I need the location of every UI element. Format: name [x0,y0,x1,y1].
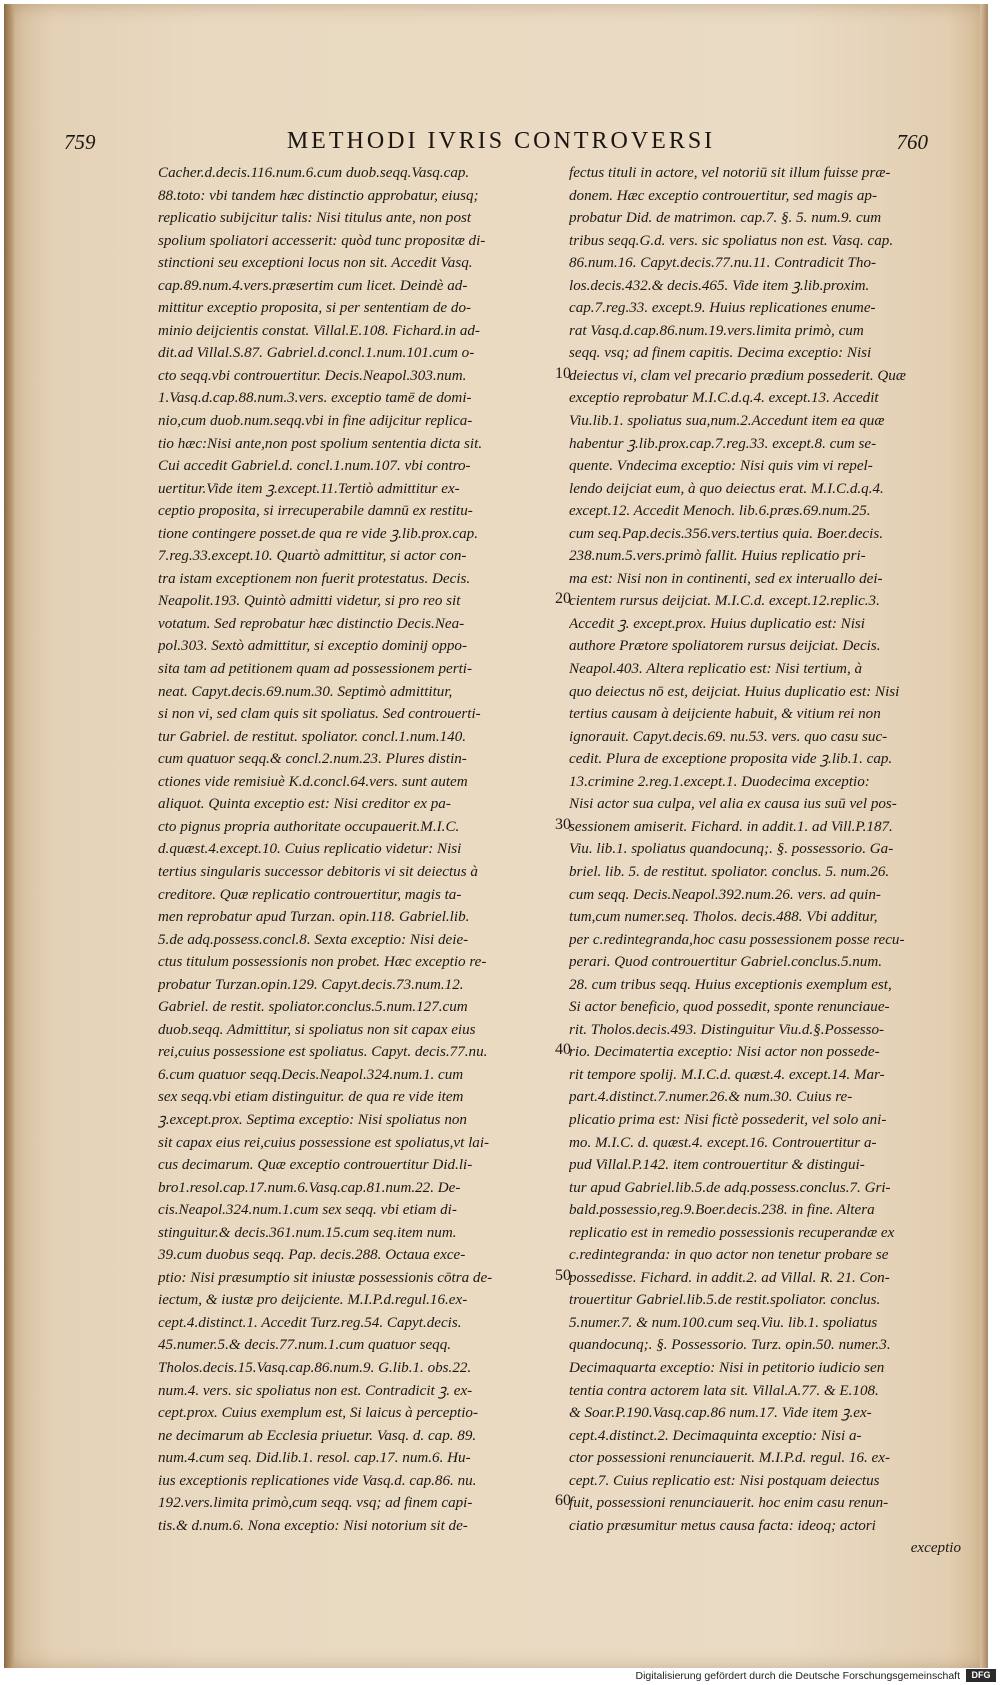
right-column-line: donem. Hæc exceptio controuertitur, sed magis ap- [569,187,877,204]
right-column-line: tribus seqq.G.d. vers. sic spoliatus non est. Vasq. cap. [569,232,894,249]
right-column-line: cedit. Plura de exceptione proposita vide ꝫ.lib.1. cap. [569,751,893,768]
right-column-line: ma est: Nisi non in continenti, sed ex interuallo dei- [569,570,883,587]
line-number: 50 [555,1266,571,1284]
left-column-line: ꝫ.except.prox. Septima exceptio: Nisi spoliatus non [158,1111,467,1128]
left-column-line: ceptio proposita, si irrecuperabile damnū ex restitu- [158,503,473,520]
right-column-line: Si actor beneficio, quod possedit, sponte renunciaue- [569,999,890,1016]
right-column-line: cept.7. Cuius replicatio est: Nisi postquam deiectus [569,1472,880,1489]
left-column-line: iectum, & iustæ pro deijciente. M.I.P.d.regul.16.ex- [158,1292,468,1309]
page-number-right: 760 [896,130,928,154]
left-column-line: pol.303. Sextò admittitur, si exceptio dominij oppo- [158,638,467,655]
left-column-line: duob.seqq. Admittitur, si spoliatus non sit capax eius [158,1021,476,1038]
left-column-line: 39.cum duobus seqq. Pap. decis.288. Octaua exce- [158,1247,466,1264]
left-column-line: ctiones vide remisiuè K.d.concl.64.vers. sunt autem [158,773,468,790]
right-column-line: 28. cum tribus seqq. Huius exceptionis exemplum est, [569,976,892,993]
line-number: 30 [555,815,571,833]
left-column-line: Tholos.decis.15.Vasq.cap.86.num.9. G.lib.1. obs.22. [158,1359,472,1376]
right-column-line: exceptio [910,1540,961,1557]
right-column-line: except.12. Accedit Menoch. lib.6.præs.69.num.25. [569,503,871,520]
right-column-line: pud Villal.P.142. item controuertitur & distingui- [569,1157,865,1174]
right-column-line: Viu.lib.1. spoliatus sua,num.2.Accedunt item ea quæ [569,413,885,430]
left-column-line: cto seqq.vbi controuertitur. Decis.Neapol.303.num. [158,367,467,384]
right-column-line: per c.redintegranda,hoc casu possessionem posse recu- [569,931,905,948]
left-column-line: cept.prox. Cuius exemplum est, Si laicus à perceptio- [158,1405,478,1422]
left-column-line: dit.ad Villal.S.87. Gabriel.d.concl.1.num.101.cum o- [158,345,475,362]
left-column-line: 1.Vasq.d.cap.88.num.3.vers. exceptio tamē de domi- [158,390,472,407]
line-number: 40 [555,1041,571,1059]
left-column-line: cap.89.num.4.vers.præsertim cum licet. Deindè ad- [158,277,468,294]
right-column-line: deiectus vi, clam vel precario prædium possederit. Quæ [569,367,906,384]
right-column-line: bald.possessio,reg.9.Boer.decis.238. in fine. Altera [569,1202,875,1219]
left-column-line: nio,cum duob.num.seqq.vbi in fine adijcitur replica- [158,413,473,430]
right-column-line: briel. lib. 5. de restitut. spoliator. conclus. 5. num.26. [569,863,890,880]
book-page [4,4,988,1669]
left-column-line: men reprobatur apud Turzan. opin.118. Gabriel.lib. [158,909,470,926]
left-column-line: ctus titulum possessionis non probet. Hæc exceptio re- [158,954,487,971]
right-column-line: ignorauit. Capyt.decis.69. nu.53. vers. quo casu suc- [569,728,888,745]
left-column-line: minio deijcientis constat. Villal.E.108. Fichard.in ad- [158,322,480,339]
left-column-line: tis.& d.num.6. Nona exceptio: Nisi notorium sit de- [158,1517,468,1534]
left-column-line: votatum. Sed reprobatur hæc distinctio Decis.Nea- [158,615,465,632]
left-column-line: tione contingere posset.de qua re vide ꝫ.lib.prox.cap. [158,525,478,542]
left-column-line: sita tam ad petitionem quam ad possessionem perti- [158,661,473,678]
right-column-line: los.decis.432.& decis.465. Vide item ꝫ.lib.proxim. [569,277,870,294]
running-head [64,130,928,156]
right-column-line: perari. Quod controuertitur Gabriel.conclus.5.num. [569,954,883,971]
right-column-line: cientem rursus deijciat. M.I.C.d. except.12.replic.3. [569,593,880,610]
left-column-line: 88.toto: vbi tandem hæc distinctio approbatur, eiusq; [158,187,479,204]
right-column-line: rio. Decimatertia exceptio: Nisi actor non possede- [569,1044,880,1061]
left-column-line: creditore. Quæ replicatio controuertitur, magis ta- [158,886,462,903]
right-column-line: lendo deijciat eum, à quo deiectus erat. M.I.C.d.q.4. [569,480,884,497]
right-column-line: ctor possessioni renunciauerit. M.I.P.d. regul. 16. ex- [569,1450,890,1467]
right-column-line: replicatio est in remedio possessionis recuperandæ ex [569,1224,895,1241]
right-column-line: 238.num.5.vers.primò fallit. Huius replicatio pri- [569,548,866,565]
right-column-line: ciatio præsumitur metus causa facta: ideoq; actori [569,1517,876,1534]
right-column-line: cum seqq. Decis.Neapol.392.num.26. vers. ad quin- [569,886,881,903]
dfg-logo: DFG [966,1669,996,1682]
left-column-line: 6.cum quatuor seqq.Decis.Neapol.324.num.1. cum [158,1066,464,1083]
page-edge-shadow [980,4,988,1669]
left-column-line: tur Gabriel. de restitut. spoliator. concl.1.num.140. [158,728,467,745]
left-column-line: 7.reg.33.except.10. Quartò admittitur, si actor con- [158,548,467,565]
left-column-line: 192.vers.limita primò,cum seqq. vsq; ad finem capi- [158,1495,473,1512]
left-column-line: replicatio subijcitur talis: Nisi titulus ante, non post [158,210,472,227]
page-gutter-shadow [4,4,14,1669]
right-column-line: mo. M.I.C. d. quæst.4. except.16. Controuertitur a- [569,1134,877,1151]
left-column-line: Cacher.d.decis.116.num.6.cum duob.seqq.Vasq.cap. [158,165,470,181]
left-column-line: tio hæc:Nisi ante,non post spolium sententia dicta sit. [158,435,483,452]
left-column-line: num.4.cum seq. Did.lib.1. resol. cap.17. num.6. Hu- [158,1450,471,1467]
left-column-line: ptio: Nisi præsumptio sit iniustæ possessionis cōtra de- [158,1269,493,1286]
left-column-line: neat. Capyt.decis.69.num.30. Septimò admittitur, [158,683,453,700]
funding-note: Digitalisierung gefördert durch die Deutsche Forschungsgemeinschaft [635,1670,960,1682]
footer-bar [0,1668,1000,1685]
left-column-line: cept.4.distinct.1. Accedit Turz.reg.54. Capyt.decis. [158,1314,462,1331]
left-column-line: stinctioni seu exceptioni locus non sit. Accedit Vasq. [158,255,473,272]
line-number: 10 [555,364,571,382]
left-column-line: cum quatuor seqq.& concl.2.num.23. Plures distin- [158,751,467,768]
line-number: 20 [555,590,571,608]
right-column-line: Neapol.403. Altera replicatio est: Nisi tertium, à [569,661,863,678]
left-column-line: Gabriel. de restit. spoliator.conclus.5.num.127.cum [158,999,468,1016]
right-column-line: quo deiectus nō est, deijciat. Huius duplicatio est: Nisi [569,683,900,700]
right-column-line: Nisi actor sua culpa, vel alia ex causa ius suū vel pos- [569,796,897,813]
left-column-line: bro1.resol.cap.17.num.6.Vasq.cap.81.num.22. De- [158,1179,461,1196]
left-column-line: si non vi, sed clam quis sit spoliatus. Sed controuerti- [158,706,481,723]
right-column-line: tum,cum numer.seq. Tholos. decis.488. Vbi additur, [569,909,878,926]
page-number-left: 759 [64,130,96,154]
left-column-line: stinguitur.& decis.361.num.15.cum seq.item num. [158,1224,457,1241]
left-column-line: sex seqq.vbi etiam distinguitur. de qua re vide item [158,1089,464,1106]
line-number: 60 [555,1492,571,1510]
right-column-line: 5.numer.7. & num.100.cum seq.Viu. lib.1. spoliatus [569,1314,878,1331]
left-column-line: aliquot. Quinta exceptio est: Nisi creditor ex pa- [158,796,451,813]
right-column-line: possedisse. Fichard. in addit.2. ad Villal. R. 21. Con- [569,1269,890,1286]
right-column-line: tentia contra actorem lata sit. Villal.A.77. & E.108. [569,1382,879,1399]
left-column-line: mittitur exceptio proposita, si per sententiam de do- [158,300,472,317]
left-column-line: tertius singularis successor debitoris vi sit deiectus à [158,863,478,880]
right-column-line: Viu. lib.1. spoliatus quandocunq;. §. possessorio. Ga- [569,841,894,858]
right-column-line: plicatio prima est: Nisi fictè possederit, vel solo ani- [569,1111,887,1128]
right-column-line: part.4.distinct.7.numer.26.& num.30. Cuius re- [569,1089,853,1106]
right-column-line: trouertitur Gabriel.lib.5.de restit.spoliator. conclus. [569,1292,881,1309]
right-column-line: & Soar.P.190.Vasq.cap.86 num.17. Vide item ꝫ.ex- [569,1405,872,1422]
right-column-line: c.redintegranda: in quo actor non tenetur probare se [569,1247,889,1264]
right-column-line: fectus tituli in actore, vel notoriū sit illum fuisse præ- [569,165,891,181]
right-column-line: 86.num.16. Capyt.decis.77.nu.11. Contradicit Tho- [569,255,877,272]
right-column-line: tertius causam à deijciente habuit, & vitium rei non [569,706,881,723]
left-column-line: num.4. vers. sic spoliatus non est. Contradicit ꝫ. ex- [158,1382,473,1399]
right-column-line: probatur Did. de matrimon. cap.7. §. 5. num.9. cum [569,210,882,227]
left-column-line: tra istam exceptionem non fuerit protestatus. Decis. [158,570,471,587]
right-column-line: cap.7.reg.33. except.9. Huius replicationes enume- [569,300,876,317]
right-column-line: cum seq.Pap.decis.356.vers.tertius quia. Boer.decis. [569,525,883,542]
left-column-line: d.quæst.4.except.10. Cuius replicatio videtur: Nisi [158,841,462,858]
left-column-line: sit capax eius rei,cuius possessione est spoliatus,vt lai- [158,1134,490,1151]
right-column-line: quente. Vndecima exceptio: Nisi quis vim vi repel- [569,458,873,475]
right-column-line: cept.4.distinct.2. Decimaquinta exceptio: Nisi a- [569,1427,862,1444]
right-column-line: rat Vasq.d.cap.86.num.19.vers.limita primò, cum [569,322,864,339]
left-text-column [158,162,556,1537]
left-column-line: cus decimarum. Quæ exceptio controuertitur Did.li- [158,1157,473,1174]
left-column-line: rei,cuius possessione est spoliatus. Capyt. decis.77.nu. [158,1044,488,1061]
left-column-line: spolium spoliatori accesserit: quòd tunc propositæ di- [158,232,486,249]
left-column-line: Neapolit.193. Quintò admitti videtur, si pro reo sit [158,593,461,610]
right-column-line: quandocunq;. §. Possessorio. Turz. opin.50. numer.3. [569,1337,891,1354]
right-column-line: habentur ꝫ.lib.prox.cap.7.reg.33. except.8. cum se- [569,435,877,452]
left-column-line: uertitur.Vide item ꝫ.except.11.Tertiò admittitur ex- [158,480,460,497]
right-column-line: 13.crimine 2.reg.1.except.1. Duodecima exceptio: [569,773,870,790]
right-column-line: authore Prætore spoliatorem rursus deijciat. Decis. [569,638,881,655]
left-column-line: ne decimarum ab Ecclesia priuetur. Vasq. d. cap. 89. [158,1427,477,1444]
right-column-line: Decimaquarta exceptio: Nisi in petitorio iudicio sen [569,1359,885,1376]
right-column-line: tur apud Gabriel.lib.5.de adq.possess.conclus.7. Gri- [569,1179,891,1196]
running-title: METHODI IVRIS CONTROVERSI [286,128,716,154]
right-column-line: exceptio reprobatur M.I.C.d.q.4. except.13. Accedit [569,390,879,407]
right-column-line: seqq. vsq; ad finem capitis. Decima exceptio: Nisi [569,345,872,362]
left-column-line: 5.de adq.possess.concl.8. Sexta exceptio: Nisi deie- [158,931,469,948]
right-text-column [569,162,961,1560]
left-column-line: probatur Turzan.opin.129. Capyt.decis.73.num.12. [158,976,464,993]
right-column-line: Accedit ꝫ. except.prox. Huius duplicatio est: Nisi [569,615,865,632]
left-column-line: cis.Neapol.324.num.1.cum sex seqq. vbi etiam di- [158,1202,457,1219]
left-column-line: 45.numer.5.& decis.77.num.1.cum quatuor seqq. [158,1337,452,1354]
right-column-line: rit tempore spolij. M.I.C.d. quæst.4. except.14. Mar- [569,1066,885,1083]
right-column-line: fuit, possessioni renunciauerit. hoc enim casu renun- [569,1495,889,1512]
right-column-line: sessionem amiserit. Fichard. in addit.1. ad Vill.P.187. [569,818,893,835]
right-column-line: rit. Tholos.decis.493. Distinguitur Viu.d.§.Possesso- [569,1021,885,1038]
left-column-line: ius exceptionis replicationes vide Vasq.d. cap.86. nu. [158,1472,477,1489]
left-column-line: Cui accedit Gabriel.d. concl.1.num.107. vbi contro- [158,458,471,475]
left-column-line: cto pignus propria authoritate occupauerit.M.I.C. [158,818,460,835]
